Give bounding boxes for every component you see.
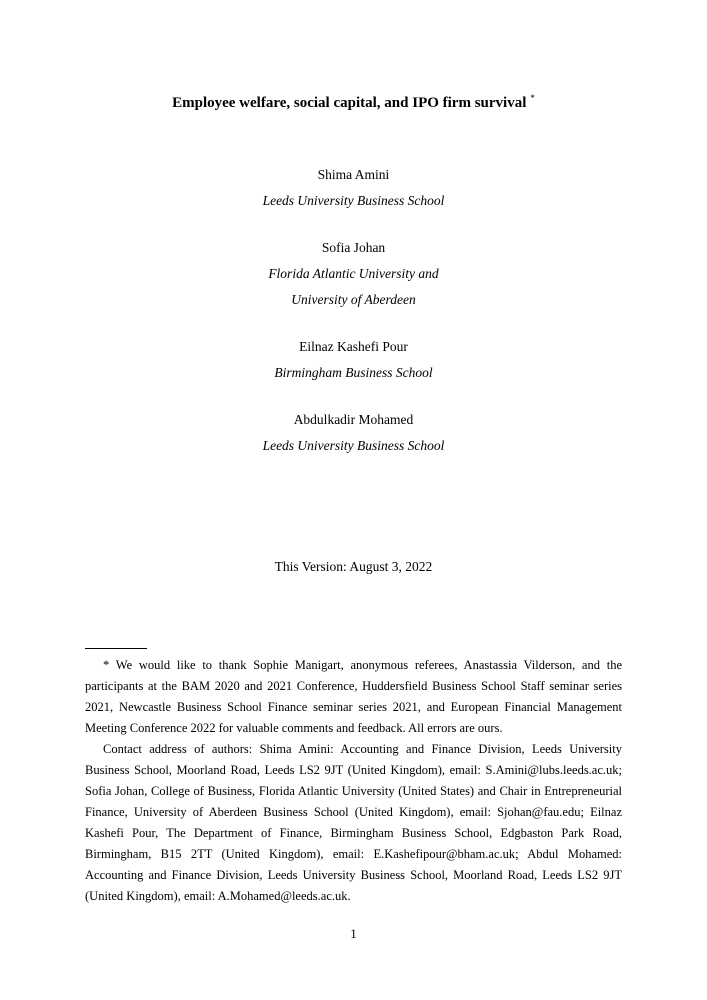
author-name: Abdulkadir Mohamed	[293, 412, 414, 427]
footnote-section	[85, 655, 622, 907]
author-block-3	[85, 334, 622, 386]
paper-title-text: Employee welfare, social capital, and IPO firm survival	[172, 95, 527, 111]
author-affiliation: Birmingham Business School	[274, 365, 433, 380]
author-affiliation: Leeds University Business School	[262, 438, 445, 453]
author-block-2	[85, 235, 622, 313]
footnote-marker: *	[103, 658, 110, 672]
footnote-contact: Contact address of authors: Shima Amini: Accounting and Finance Division, Leeds University Business School, Moorland Road, Leeds LS2 9JT (United Kingdom), email: S.Amini@lubs.leeds.ac.uk; Sofia Johan, College of Business, Florida Atlantic University (United States) and Chair in Entrepreneurial Finance, University of Aberdeen Business School (United Kingdom), email: Sjohan@fau.edu; Eilnaz Kashefi Pour, The Department of Finance, Birmingham Business School, Edgbaston Park Road, Birmingham, B15 2TT (United Kingdom), email: E.Kashefipour@bham.ac.uk; Abdul Mohamed: Accounting and Finance Division, Leeds University Business School, Moorland Road, Leeds LS2 9JT (United Kingdom), email: A.Mohamed@leeds.ac.uk.	[85, 742, 622, 903]
footnote-acknowledgements-text: We would like to thank Sophie Manigart, anonymous referees, Anastassia Vilderson, and the participants at the BAM 2020 and 2021 Conference, Huddersfield Business School Staff seminar series 2021, Newcastle Business School Finance seminar series 2021, and European Financial Management Meeting Conference 2022 for valuable comments and feedback. All errors are ours.	[85, 658, 622, 735]
author-name: Eilnaz Kashefi Pour	[299, 339, 408, 354]
title-footnote-marker: *	[530, 93, 535, 103]
page-number: 1	[350, 926, 357, 941]
author-name: Shima Amini	[317, 167, 390, 182]
author-block-1	[85, 162, 622, 214]
footnote-acknowledgements	[85, 655, 622, 739]
author-affiliation: Florida Atlantic University and	[268, 266, 439, 281]
author-block-4	[85, 407, 622, 459]
footnote-separator-rule	[85, 648, 147, 649]
author-affiliation: University of Aberdeen	[291, 292, 416, 307]
author-name: Sofia Johan	[321, 240, 386, 255]
paper-title	[85, 0, 622, 113]
version-line: This Version: August 3, 2022	[274, 559, 433, 574]
author-affiliation: Leeds University Business School	[262, 193, 445, 208]
